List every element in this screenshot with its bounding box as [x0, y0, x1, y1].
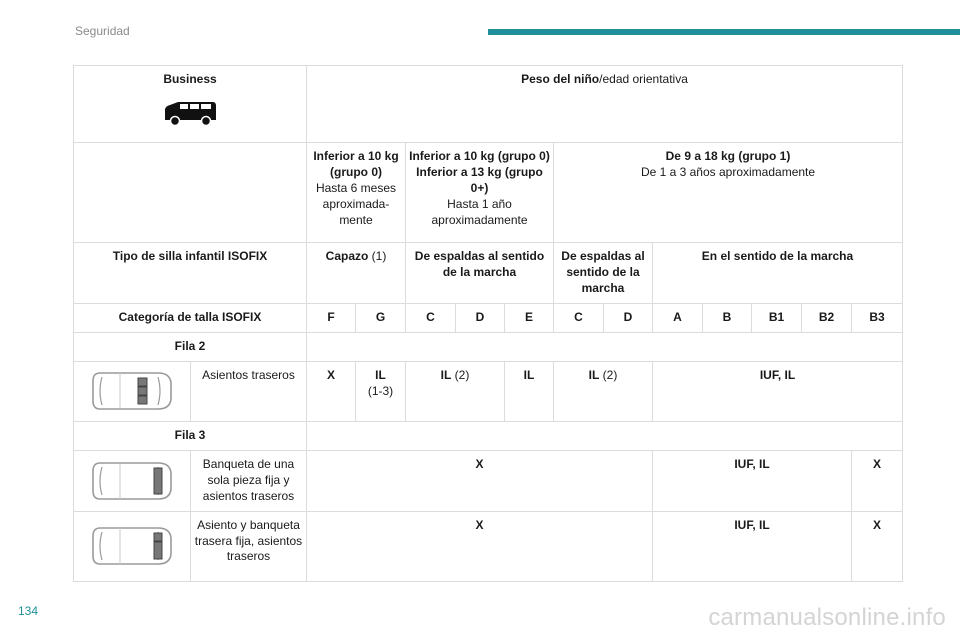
- row-3-seat-a-b3: X: [852, 450, 903, 511]
- seat-diagram-cell: [74, 450, 191, 511]
- row-2-value-forward: IUF, IL: [653, 361, 903, 421]
- row-3-label: Fila 3: [74, 421, 307, 450]
- row-3-seat-b-desc: Asiento y banqueta trasera fija, asientos traseros: [191, 511, 307, 581]
- size-class: B: [703, 303, 752, 332]
- size-class: E: [505, 303, 554, 332]
- header-accent-bar: [488, 29, 960, 35]
- row-3-seat-b-rear: X: [307, 511, 653, 581]
- row-2-value-cd2-cell: [554, 361, 653, 421]
- seat-type-label: Tipo de silla infantil ISOFIX: [74, 243, 307, 304]
- row-3-seat-a-forward: IUF, IL: [653, 450, 852, 511]
- empty-cell: [307, 332, 903, 361]
- group-1-weight: De 9 a 18 kg (grupo 1): [665, 149, 791, 163]
- version-label: Business: [163, 72, 217, 86]
- isofix-table: [73, 65, 903, 582]
- group-0-cell: [307, 143, 406, 243]
- rear-facing-label-2: De espaldas al sentido de la marcha: [554, 243, 653, 304]
- size-class: B1: [752, 303, 802, 332]
- group-0-weight: Inferior a 10 kg (grupo 0): [313, 149, 399, 179]
- row-3-seat-b-b3: X: [852, 511, 903, 581]
- van-icon: [163, 100, 217, 127]
- capazo-note: (1): [368, 249, 387, 263]
- group-0plus-age: Hasta 1 año aproximadamente: [431, 196, 528, 227]
- page-number: 134: [18, 604, 39, 618]
- row-3-seat-a-desc: Banqueta de una sola pieza fija y asientos traseros: [191, 450, 307, 511]
- size-class: G: [356, 303, 406, 332]
- size-class: B3: [852, 303, 903, 332]
- group-0-age: Hasta 6 meses aproximada-mente: [315, 180, 397, 227]
- watermark: carmanualsonline.info: [708, 604, 946, 631]
- seat-diagram-cell: [74, 361, 191, 421]
- empty-cell: [74, 143, 307, 243]
- size-class: D: [604, 303, 653, 332]
- row-2-value-g-note: (1-3): [367, 383, 394, 398]
- rear-facing-label: De espaldas al sentido de la marcha: [406, 243, 554, 304]
- weight-header-cell: [307, 66, 903, 143]
- row-3-seat-b-forward: IUF, IL: [653, 511, 852, 581]
- row-2-value-cd2: IL: [588, 367, 600, 382]
- size-class-label: Categoría de talla ISOFIX: [74, 303, 307, 332]
- group-0plus-weight-b: Inferior a 13 kg (grupo 0+): [416, 164, 543, 195]
- car-top-view-row3-seat-icon: [90, 524, 174, 568]
- row-3-seat-a-rear: X: [307, 450, 653, 511]
- size-class: B2: [802, 303, 852, 332]
- row-2-value-cd-cell: [406, 361, 505, 421]
- size-class: C: [406, 303, 456, 332]
- row-2-value-g-cell: [356, 361, 406, 421]
- capazo-label: Capazo: [325, 249, 369, 263]
- car-top-view-row2-icon: [90, 369, 174, 413]
- size-class: D: [456, 303, 505, 332]
- weight-header-rest: /edad orientativa: [599, 72, 688, 86]
- section-title: Seguridad: [75, 24, 130, 38]
- car-top-view-row3-bench-icon: [90, 459, 174, 503]
- row-2-value-e: IL: [505, 361, 554, 421]
- weight-header-bold: Peso del niño: [521, 72, 600, 86]
- group-0plus-weight-a: Inferior a 10 kg (grupo 0): [409, 149, 550, 163]
- row-2-seat-desc: Asientos traseros: [191, 361, 307, 421]
- size-class: C: [554, 303, 604, 332]
- row-2-value-f: X: [307, 361, 356, 421]
- capazo-cell: [307, 243, 406, 304]
- group-1-cell: [554, 143, 903, 243]
- row-2-value-cd2-note: (2): [599, 367, 618, 382]
- row-2-value-g: IL: [375, 367, 386, 382]
- empty-cell: [307, 421, 903, 450]
- forward-facing-label: En el sentido de la marcha: [653, 243, 903, 304]
- row-2-value-cd-note: (2): [451, 367, 470, 382]
- row-2-value-cd: IL: [440, 367, 452, 382]
- size-class: F: [307, 303, 356, 332]
- group-1-age: De 1 a 3 años aproximadamente: [640, 164, 816, 179]
- size-class: A: [653, 303, 703, 332]
- version-cell: [74, 66, 307, 143]
- seat-diagram-cell: [74, 511, 191, 581]
- row-2-label: Fila 2: [74, 332, 307, 361]
- group-0plus-cell: [406, 143, 554, 243]
